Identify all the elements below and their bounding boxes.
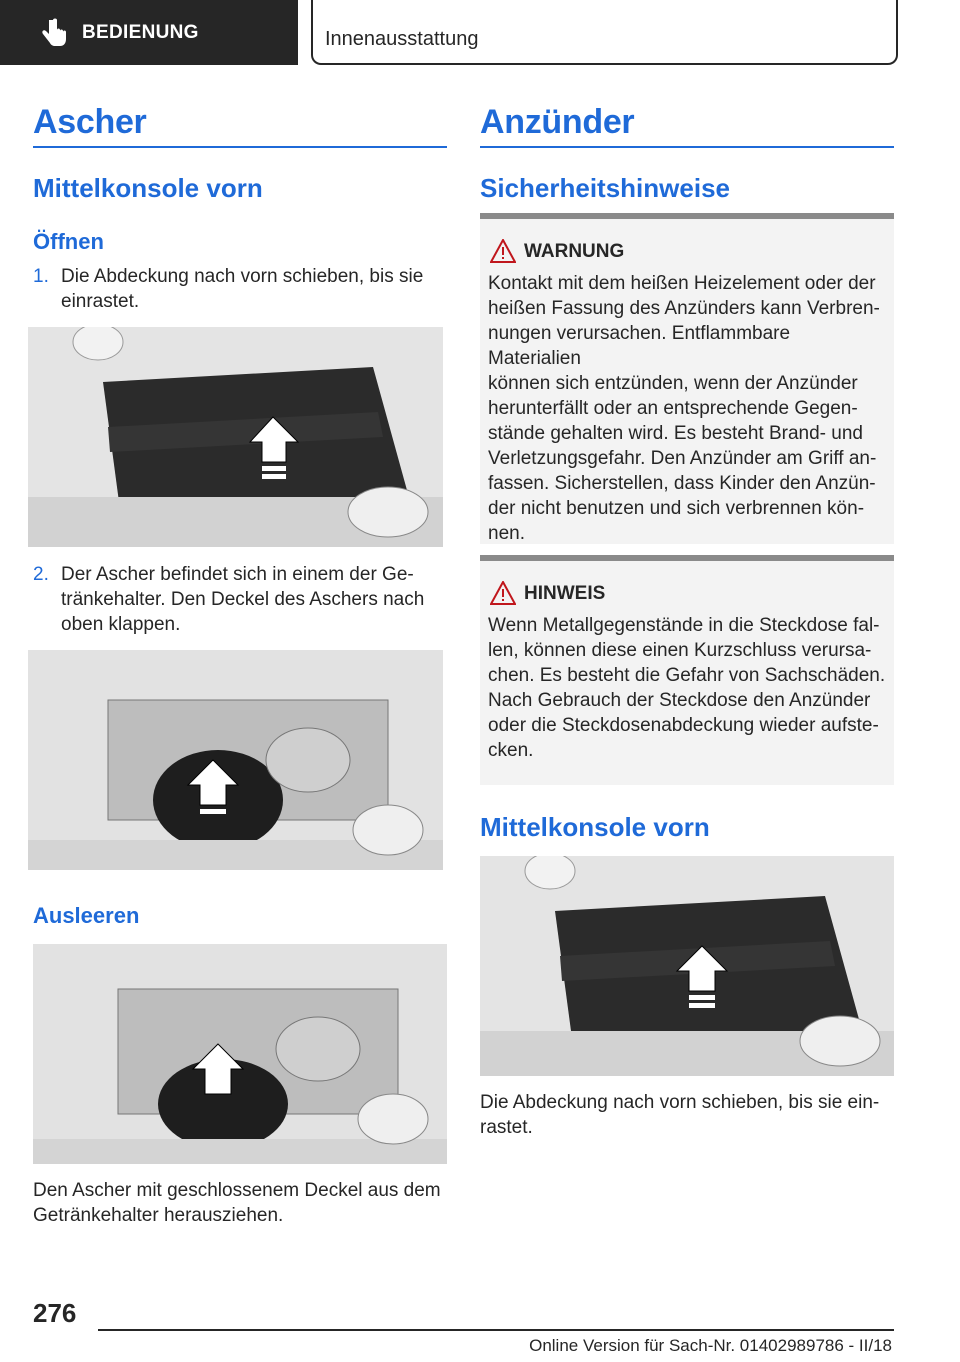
console-instruction: [480, 1090, 894, 1140]
notice-line: chen. Es besteht die Gefahr von Sachschäden.: [488, 665, 886, 686]
para-line: rastet.: [480, 1117, 533, 1138]
title-rule: [33, 146, 447, 148]
step-line: tränkehalter. Den Deckel des Aschers nach: [61, 589, 425, 610]
title-rule: [480, 146, 894, 148]
step-number: 2.: [33, 564, 49, 585]
page-title-anzuender: Anzünder: [480, 103, 635, 141]
subheading-sicherheit: Sicherheitshinweise: [480, 173, 730, 203]
warning-title: WARNUNG: [524, 241, 625, 262]
console-cover-image: [28, 327, 443, 547]
warning-line: nungen verursachen. Entflammbare Materialien: [488, 323, 791, 369]
notice-line: oder die Steckdosenabdeckung wieder aufste-: [488, 715, 879, 736]
ashtray-remove-image: [33, 944, 447, 1164]
step-line: Der Ascher befindet sich in einem der Ge-: [61, 564, 414, 585]
warning-triangle-icon: [490, 239, 516, 263]
notice-line: Wenn Metallgegenstände in die Steckdose fal-: [488, 615, 880, 636]
notice-line: Nach Gebrauch der Steckdose den Anzünder: [488, 690, 871, 711]
notice-text: [488, 613, 888, 763]
footer-rule: [98, 1329, 894, 1331]
ashtray-open-image: [28, 650, 443, 870]
notice-box: [480, 555, 894, 785]
empty-instruction: [33, 1178, 447, 1228]
warning-line: stände gehalten wird. Es besteht Brand- und: [488, 423, 863, 444]
warning-line: heißen Fassung des Anzünders kann Verbren-: [488, 298, 880, 319]
notice-triangle-icon: [490, 581, 516, 605]
warning-line: der nicht benutzen und sich verbrennen kön-: [488, 498, 865, 519]
step-line: oben klappen.: [61, 614, 181, 635]
notice-line: len, können diese einen Kurzschluss verursa-: [488, 640, 872, 661]
pointing-hand-icon: [40, 18, 68, 48]
warning-line: können sich entzünden, wenn der Anzünder: [488, 373, 858, 394]
section-label: BEDIENUNG: [82, 21, 199, 43]
step-line: Die Abdeckung nach vorn schieben, bis sie: [61, 266, 424, 287]
step-1: [33, 264, 447, 316]
warning-line: herunterfällt oder an entsprechende Gegen-: [488, 398, 858, 419]
notice-line: cken.: [488, 740, 534, 761]
chapter-label: Innenausstattung: [325, 28, 479, 50]
warning-line: fassen. Sicherstellen, dass Kinder den Anzün-: [488, 473, 876, 494]
para-line: Den Ascher mit geschlossenem Deckel aus dem: [33, 1180, 441, 1201]
warning-text: [488, 271, 888, 546]
step-line: einrastet.: [61, 291, 140, 312]
section-tab: [0, 0, 298, 65]
step-2: [33, 562, 447, 639]
para-line: Getränkehalter herausziehen.: [33, 1205, 284, 1226]
step-number: 1.: [33, 266, 49, 287]
footer-text: Online Version für Sach-Nr. 01402989786 - II/18: [529, 1336, 892, 1355]
para-line: Die Abdeckung nach vorn schieben, bis sie ein-: [480, 1092, 880, 1113]
subheading-mittelkonsole: Mittelkonsole vorn: [33, 173, 263, 203]
warning-line: Verletzungsgefahr. Den Anzünder am Griff an-: [488, 448, 877, 469]
console-cover-image-right: [480, 856, 894, 1076]
chapter-tab: [311, 0, 898, 65]
heading-ausleeren: Ausleeren: [33, 903, 140, 928]
page-title-ascher: Ascher: [33, 103, 147, 141]
subheading-mittelkonsole-right: Mittelkonsole vorn: [480, 812, 710, 842]
heading-oeffnen: Öffnen: [33, 229, 104, 254]
notice-title: HINWEIS: [524, 583, 606, 604]
warning-box: [480, 213, 894, 544]
page-number: 276: [33, 1298, 77, 1328]
warning-line: nen.: [488, 523, 525, 544]
warning-line: Kontakt mit dem heißen Heizelement oder der: [488, 273, 876, 294]
